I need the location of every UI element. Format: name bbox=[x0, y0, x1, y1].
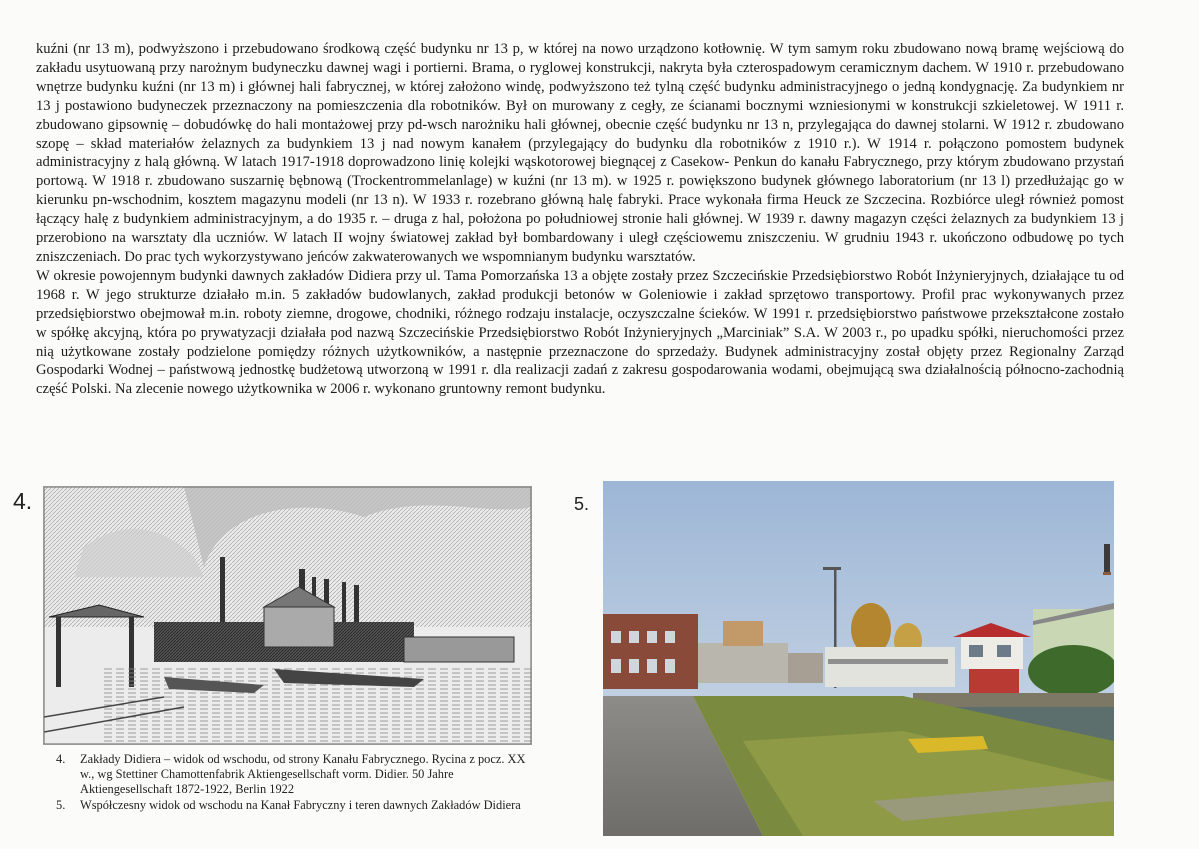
figure-4-engraving bbox=[43, 486, 532, 745]
paragraph-2: W okresie powojennym budynki dawnych zakładów Didiera przy ul. Tama Pomorzańska 13 a objęte zostały przez Szczecińskie Przedsiębiorstwo Robót Inżynieryjnych, działające tu od 1968 r. W jego strukturze działało m.in. 5 zakładów budowlanych, zakład produkcji betonów w Goleniowie i zakład sprzętowo transportowy. Profil prac wykonywanych przez przedsiębiorstwo obejmował m.in. roboty ziemne, drogowe, chodniki, różnego rodzaju instalacje, oczyszczalne ścieków. W 1991 r. przedsiębiorstwo państwowe przekształcone zostało w spółkę akcyjną, która po prywatyzacji działała pod nazwą Szczecińskie Przedsiębiorstwo Robót Inżynieryjnych „Marciniak” S.A. W 2003 r., po upadku spółki, nieruchomości przez nią użytkowane zostały podzielone pomiędzy różnych użytkowników, a następnie przeznaczone do sprzedaży. Budynek administracyjny został objęty przez Regionalny Zarząd Gospodarki Wodnej – państwową jednostkę budżetową utworzoną w 1991 r. dla realizacji zadań z zakresu gospodarowania wodami, obejmującą swa działalnością północno-zachodnią część Polski. Na zlecenie nowego użytkownika w 2006 r. wykonano gruntowny remont budynku. bbox=[36, 267, 1124, 398]
caption-text: Zakłady Didiera – widok od wschodu, od strony Kanału Fabrycznego. Rycina z pocz. XX w., wg Stettiner Chamottenfabrik Aktiengesellschaft vorm. Didier. 50 Jahre Aktiengesellschaft 1872-1922, Berlin 1922 bbox=[80, 752, 526, 797]
caption-item bbox=[44, 752, 532, 798]
edge-fragment bbox=[1103, 544, 1111, 578]
figure-4-number: 4. bbox=[13, 488, 33, 514]
photo-illustration bbox=[603, 481, 1114, 836]
paragraph-1: kuźni (nr 13 m), podwyższono i przebudowano środkową część budynku nr 13 p, w której na nowo urządzono kotłownię. W tym samym roku zbudowano nową bramę wejściową do zakładu usytuowaną przy narożnym budyneczku dawnej wagi i portierni. Brama, o ryglowej konstrukcji, nakryta była czterospadowym ceramicznym dachem. W 1910 r. przebudowano wnętrze budynku kuźni (nr 13 m) i głównej hali fabrycznej, w której założono windę, podwyższono też tylną część budynku administracyjnego o jedną kondygnację. Za budynkiem nr 13 j postawiono budyneczek przeznaczony na pomieszczenia dla robotników. Był on murowany z cegły, ze ścianami bocznymi wzniesionymi w konstrukcji szkieletowej. W 1911 r. zbudowano gipsownię – dobudówkę do hali montażowej przy pd-wsch narożniku hali głównej, obecnie część budynku nr 13 n, przylegająca do dawnej stolarni. W 1912 r. zbudowano szopę – skład materiałów żelaznych za budynkiem 13 j nad nowym kanałem (przylegający do budynku dla robotników z 1910 r.). W 1914 r. połączono pomostem budynek administracyjny z halą główną. W latach 1917-1918 doprowadzono linię kolejki wąskotorowej biegnącej z Casekow- Penkun do kanału Fabrycznego, przy którym zbudowano przystań portową. W 1918 r. zbudowano suszarnię bębnową (Trockentrommelanlage) w kuźni (nr 13 m). w 1925 r. powiększono budynek głównego laboratorium (nr 13 l) przedłużając go w kierunku pn-wschodnim, kosztem magazynu modeli (nr 13 n). W 1933 r. rozebrano główną halę fabryki. Prace wykonała firma Heuck ze Szczecina. Rozbiórce uległ również pomost łączący halę z budynkiem administracyjnym, a do 1935 r. – druga z hal, położona po południowej stronie hali głównej. W 1939 r. dawny magazyn części żelaznych za budynkiem 13 j przerobiono na warsztaty dla uczniów. W latach II wojny światowej zakład był bombardowany i uległ częściowemu zniszczeniu. W grudniu 1943 r. ukończono odbudowę po tych zniszczeniach. Do prac tych wykorzystywano jeńców zakwaterowanych we wspomnianym budynku warsztatów. bbox=[36, 41, 1124, 265]
caption-number: 4. bbox=[56, 752, 66, 766]
caption-item bbox=[44, 798, 532, 813]
engraving-illustration bbox=[44, 487, 531, 744]
caption-text: Współczesny widok od wschodu na Kanał Fabryczny i teren dawnych Zakładów Didiera bbox=[80, 797, 521, 812]
caption-number: 5. bbox=[56, 797, 66, 812]
figure-5-photo bbox=[603, 481, 1114, 836]
body-text bbox=[36, 40, 1124, 399]
figure-5-number: 5. bbox=[574, 494, 590, 514]
figure-captions bbox=[44, 752, 532, 813]
